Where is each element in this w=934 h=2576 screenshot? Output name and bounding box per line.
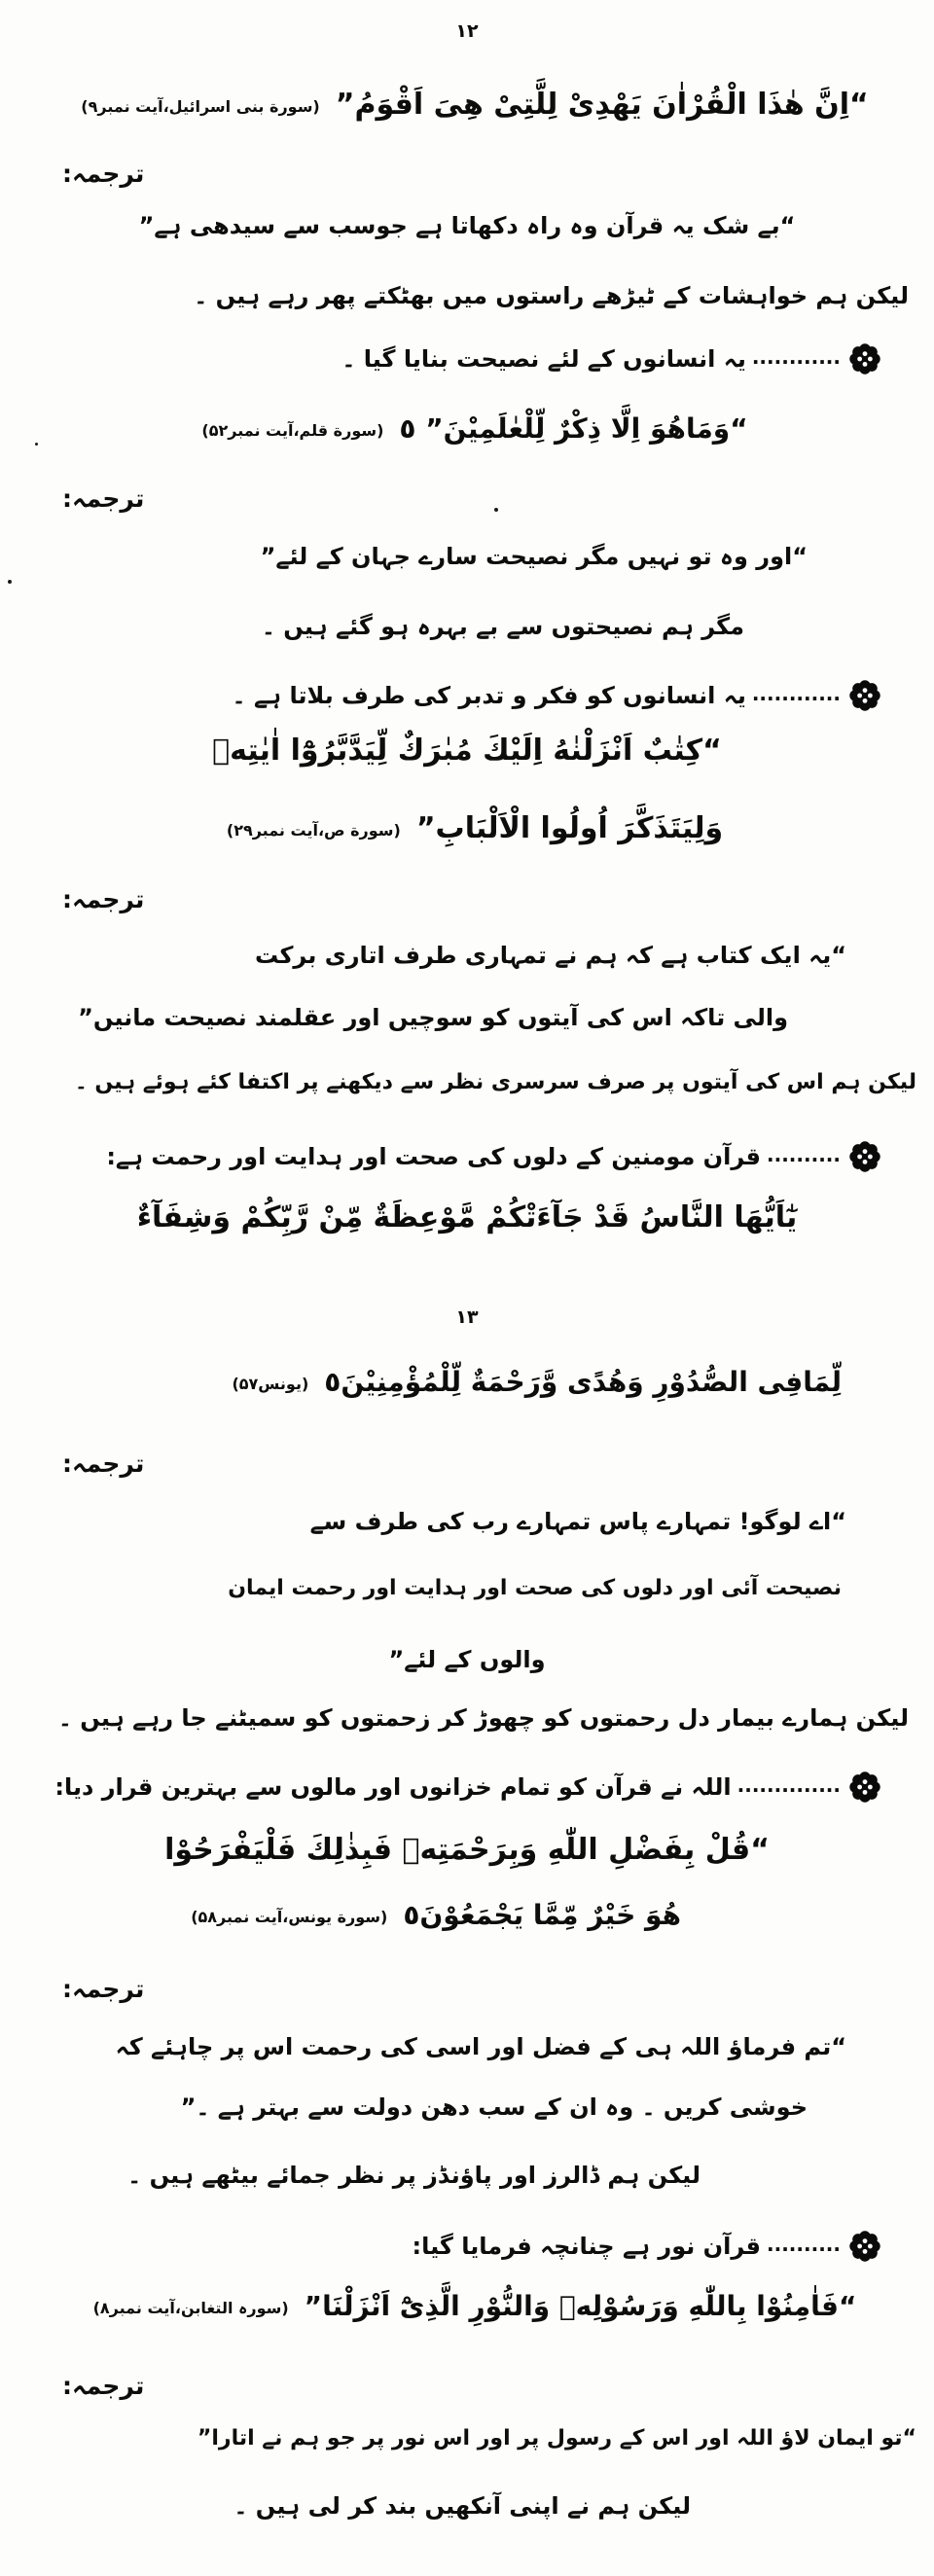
tarjuma-label <box>0 2370 934 2403</box>
quran-verse: “كِتٰبٌ اَنْزَلْنٰهُ اِلَيْكَ مُبٰرَكٌ لِّيَدَّبَّرُوْٓا اٰيٰتِهٖ <box>212 733 722 768</box>
verse-citation: (سورة ص،آیت نمبر۲۹) <box>226 821 401 840</box>
quran-verse-line <box>0 86 934 125</box>
dotted-leader: .......... <box>767 2233 841 2256</box>
rosette-icon <box>848 679 881 712</box>
dotted-leader: ............ <box>751 345 841 369</box>
page-number: ۱۲ <box>455 20 479 42</box>
commentary-line: لیکن ہم خواہشات کے ٹیڑھے راستوں میں بھٹکتے پھر رہے ہیں ۔ <box>194 282 909 309</box>
quran-verse: “قُلْ بِفَضْلِ اللّٰهِ وَبِرَحْمَتِهٖ فَبِذٰلِكَ فَلْيَفْرَحُوْا <box>164 1833 770 1867</box>
quran-verse: وَلِيَتَذَكَّرَ اُولُوا الْاَلْبَابِ” <box>415 811 724 845</box>
rosette-icon <box>848 2230 881 2263</box>
bullet-line <box>0 342 934 376</box>
verse-citation: (یونس۵۷) <box>232 1375 309 1393</box>
quran-verse-line <box>0 411 934 447</box>
quran-verse: “اِنَّ هٰذَا الْقُرْاٰنَ يَهْدِىْ لِلَّتِىْ هِىَ اَقْوَمُ” <box>335 88 869 122</box>
tarjuma-label-text: ترجمہ: <box>62 2372 145 2400</box>
quran-verse: هُوَ خَيْرٌ مِّمَّا يَجْمَعُوْنَ٥ <box>403 1899 681 1931</box>
quran-verse-line <box>0 2288 934 2325</box>
verse-citation: (سورة بنی اسرائیل،آیت نمبر۹) <box>81 97 320 116</box>
translation-line: “بے شک یہ قرآن وہ راہ دکھاتا ہے جوسب سے سیدھی ہے” <box>138 212 796 239</box>
dotted-leader: .............. <box>736 1773 841 1797</box>
tarjuma-label <box>0 1973 934 2006</box>
rosette-icon <box>848 1140 881 1173</box>
tarjuma-label <box>0 1448 934 1481</box>
tarjuma-label-text: ترجمہ: <box>62 885 145 913</box>
quran-verse-line <box>0 1897 934 1934</box>
commentary-line: مگر ہم نصیحتوں سے بے بہرہ ہو گئے ہیں ۔ <box>261 613 744 640</box>
quran-verse: يٰٓاَيُّهَا النَّاسُ قَدْ جَآءَتْكُمْ مَّوْعِظَةٌ مِّنْ رَّبِّكُمْ وَشِفَآءٌ <box>136 1200 798 1234</box>
commentary-line: لیکن ہمارے بیمار دل رحمتوں کو چھوڑ کر زحمتوں کو سمیٹنے جا رہے ہیں ۔ <box>57 1704 909 1732</box>
translation-line: والی تاکہ اس کی آیتوں کو سوچیں اور عقلمند نصیحت مانیں” <box>78 1004 788 1031</box>
tarjuma-label-text: ترجمہ: <box>62 1449 145 1478</box>
bullet-text: یہ انسانوں کے لئے نصیحت بنایا گیا ۔ <box>341 345 746 373</box>
translation-line: “اے لوگو! تمہارے پاس تمہارے رب کی طرف سے <box>309 1508 846 1535</box>
scan-speckle <box>494 508 498 512</box>
rosette-icon <box>848 342 881 376</box>
scan-speckle <box>35 443 38 446</box>
rosette-icon <box>848 1771 881 1804</box>
quran-verse: “فَاٰمِنُوْا بِاللّٰهِ وَرَسُوْلِهٖ وَالنُّوْرِ الَّذِىْٓ اَنْزَلْنَا” <box>304 2290 857 2322</box>
page-number: ۱۳ <box>455 1306 479 1328</box>
quran-verse-line <box>0 1364 934 1401</box>
tarjuma-label-text: ترجمہ: <box>62 484 145 513</box>
commentary-line: لیکن ہم اس کی آیتوں پر صرف سرسری نظر سے دیکھنے پر اکتفا کئے ہوئے ہیں ۔ <box>74 1070 916 1094</box>
tarjuma-label <box>0 483 934 516</box>
dotted-leader: .......... <box>767 1143 841 1166</box>
quran-verse: لِّمَافِى الصُّدُوْرِ وَهُدًى وَّرَحْمَةٌ لِّلْمُؤْمِنِيْنَ٥ <box>324 1366 842 1398</box>
quran-verse-line <box>0 809 934 849</box>
translation-line: “یہ ایک کتاب ہے کہ ہم نے تمہاری طرف اتاری برکت <box>255 942 846 969</box>
translation-line: “اور وہ تو نہیں مگر نصیحت سارے جہان کے لئے” <box>260 543 808 570</box>
tarjuma-label <box>0 883 934 916</box>
bullet-text: قرآن نور ہے چنانچہ فرمایا گیا: <box>412 2233 762 2260</box>
verse-citation: (سورة قلم،آیت نمبر۵۲) <box>201 421 384 440</box>
tarjuma-label <box>0 158 934 191</box>
bullet-text: یہ انسانوں کو فکر و تدبر کی طرف بلاتا ہے ۔ <box>232 682 746 709</box>
bullet-line <box>0 679 934 712</box>
commentary-line: لیکن ہم نے اپنی آنکھیں بند کر لی ہیں ۔ <box>234 2492 691 2520</box>
translation-line: نصیحت آئی اور دلوں کی صحت اور ہدایت اور رحمت ایمان <box>228 1576 842 1600</box>
translation-line: خوشی کریں ۔ وہ ان کے سب دھن دولت سے بہتر ہے ۔” <box>180 2093 808 2121</box>
bullet-text: قرآن مومنین کے دلوں کی صحت اور ہدایت اور رحمت ہے: <box>106 1143 762 1170</box>
tarjuma-label-text: ترجمہ: <box>62 1975 145 2003</box>
bullet-line <box>0 1140 934 1173</box>
verse-citation: (سورہ التغابن،آیت نمبر۸) <box>92 2299 289 2317</box>
translation-line: “تو ایمان لاؤ اللہ اور اس کے رسول پر اور اس نور پر جو ہم نے اتارا” <box>197 2426 916 2451</box>
translation-line: والوں کے لئے” <box>388 1646 546 1673</box>
scan-speckle <box>8 580 12 584</box>
commentary-line: لیکن ہم ڈالرز اور پاؤنڈز پر نظر جمائے بیٹھے ہیں ۔ <box>127 2162 700 2189</box>
verse-citation: (سورة یونس،آیت نمبر۵۸) <box>191 1908 388 1926</box>
dotted-leader: ............ <box>751 682 841 705</box>
bullet-line <box>0 2230 934 2263</box>
quran-verse: “وَمَاهُوَ اِلَّا ذِكْرٌ لِّلْعٰلَمِيْنَ” ٥ <box>399 412 748 445</box>
bullet-line <box>0 1771 934 1804</box>
bullet-text: اللہ نے قرآن کو تمام خزانوں اور مالوں سے بہترین قرار دیا: <box>54 1773 732 1801</box>
tarjuma-label-text: ترجمہ: <box>62 160 145 188</box>
translation-line: “تم فرماؤ اللہ ہی کے فضل اور اسی کی رحمت اس پر چاہئے کہ <box>115 2033 846 2060</box>
